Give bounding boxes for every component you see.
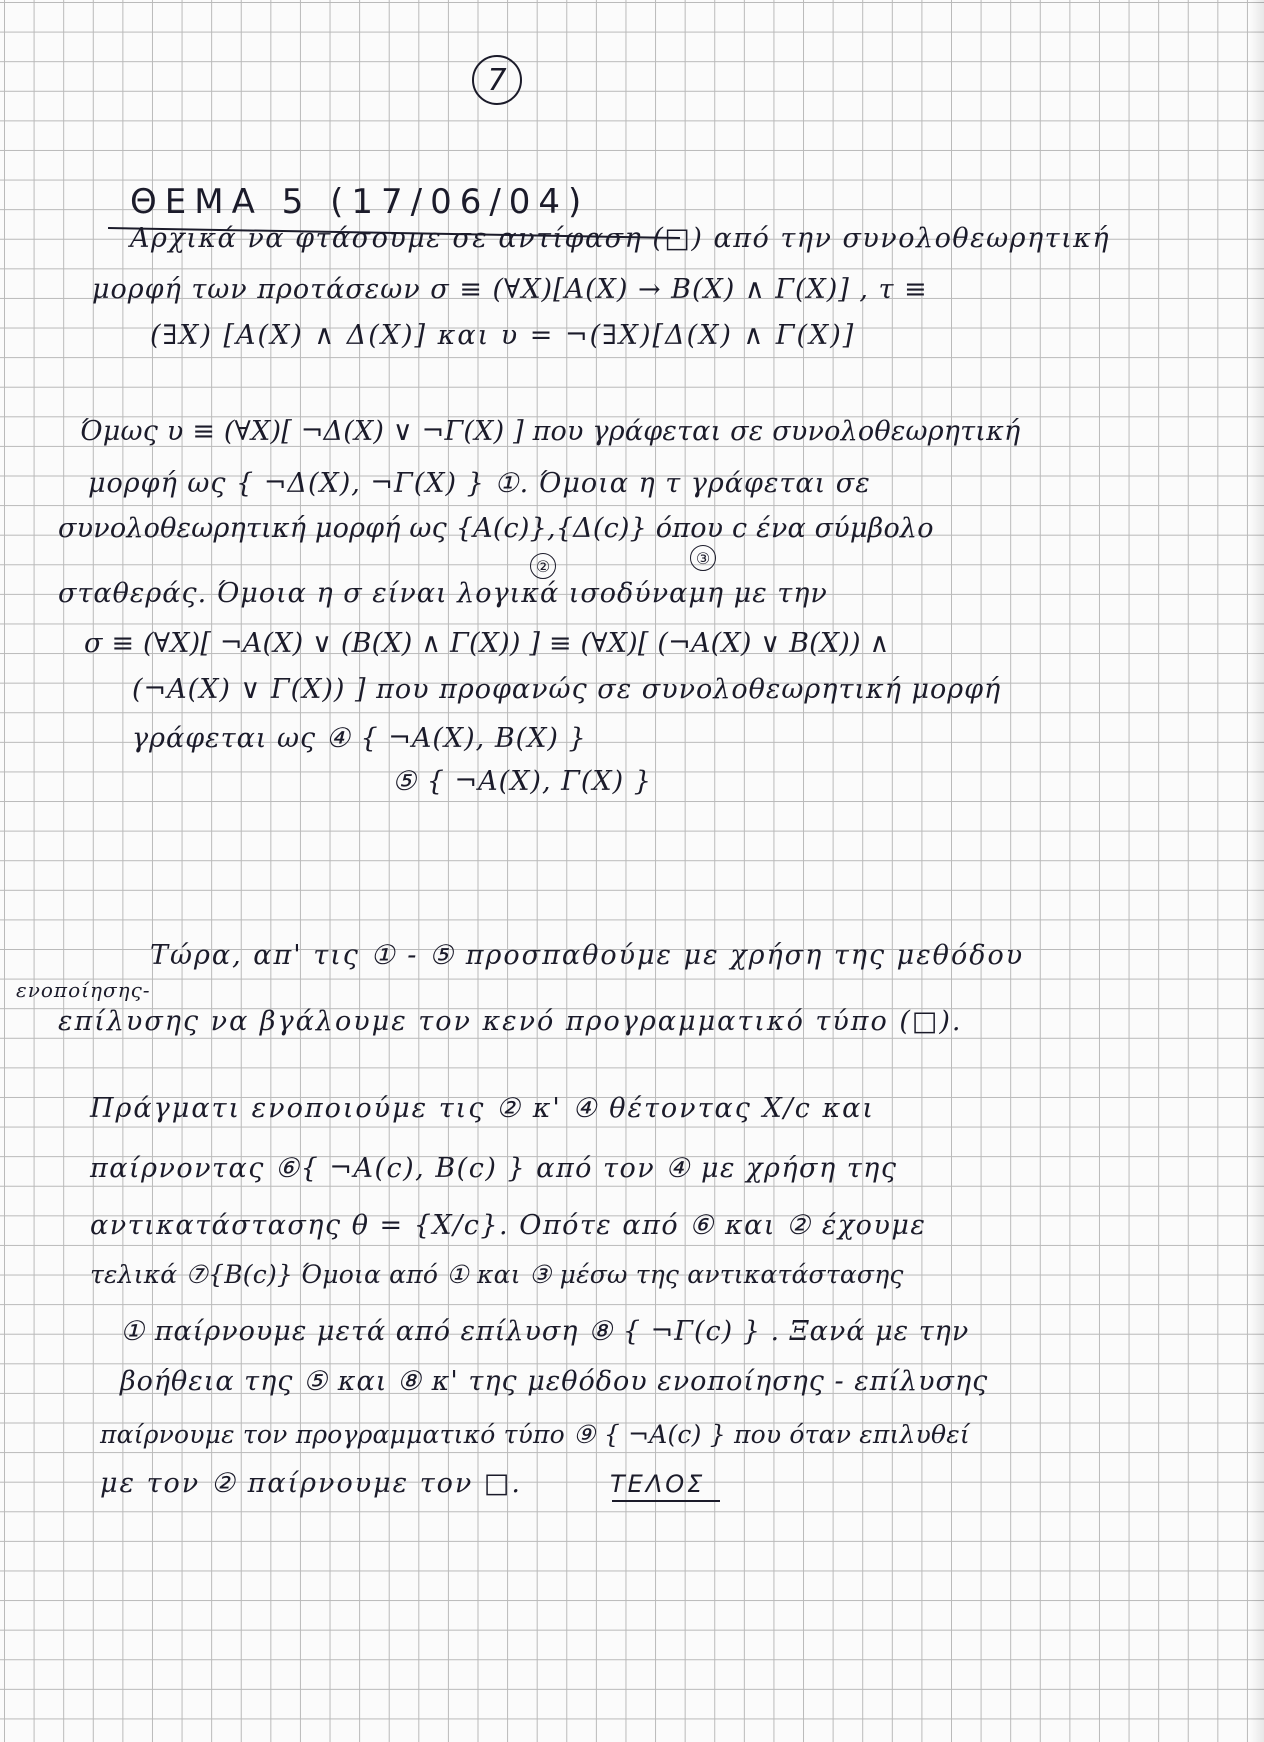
text-line-7: σταθεράς. Όμοια η σ είναι λογικά ισοδύναμη με την — [58, 578, 828, 609]
end-word: ΤΕΛΟΣ — [610, 1470, 706, 1498]
page-number-circle — [472, 55, 522, 105]
text-line-10: γράφεται ως ④ { ¬A(X), B(X) } — [132, 723, 587, 754]
text-line-15: Πράγματι ενοποιούμε τις ② κ' ④ θέτοντας X/c και — [90, 1093, 875, 1124]
text-line-12: Τώρα, απ' τις ① - ⑤ προσπαθούμε με χρήση της μεθόδου — [150, 940, 1025, 971]
text-line-19: ① παίρνουμε μετά από επίλυση ⑧ { ¬Γ(c) } . Ξανά με την — [120, 1316, 970, 1347]
subscript-circle-2: ② — [530, 553, 556, 579]
text-line-11: ⑤ { ¬A(X), Γ(X) } — [392, 766, 652, 797]
text-line-20: βοήθεια της ⑤ και ⑧ κ' της μεθόδου ενοποίησης - επίλυσης — [120, 1366, 989, 1397]
text-line-16: παίρνοντας ⑥{ ¬A(c), B(c) } από τον ④ με χρήση της — [90, 1153, 898, 1184]
text-line-1: Αρχικά να φτάσουμε σε αντίφαση (□) από την συνολοθεωρητική — [130, 223, 1111, 254]
text-line-5: μορφή ως { ¬Δ(X), ¬Γ(X) } ①. Όμοια η τ γράφεται σε — [88, 468, 871, 499]
page-edge-shadow — [1250, 0, 1264, 1742]
text-line-17: αντικατάστασης θ = {X/c}. Οπότε από ⑥ και ② έχουμε — [90, 1210, 927, 1241]
text-line-13: ενοποίησης- — [16, 978, 151, 1002]
text-line-4: Όμως υ ≡ (∀X)[ ¬Δ(X) ∨ ¬Γ(X) ] που γράφεται σε συνολοθεωρητική — [80, 416, 1021, 447]
subscript-circle-3: ③ — [690, 545, 716, 571]
text-line-9: (¬A(X) ∨ Γ(X)) ] που προφανώς σε συνολοθεωρητική μορφή — [132, 674, 1002, 705]
text-line-22: με τον ② παίρνουμε τον □. — [100, 1468, 523, 1499]
text-line-14: επίλυσης να βγάλουμε τον κενό προγραμματικό τύπο (□). — [58, 1006, 963, 1037]
text-line-21: παίρνουμε τον προγραμματικό τύπο ⑨ { ¬A(c) } που όταν επιλυθεί — [100, 1420, 970, 1449]
end-underline — [612, 1500, 720, 1502]
text-line-3: (∃X) [A(X) ∧ Δ(X)] και υ = ¬(∃X)[Δ(X) ∧ Γ(X)] — [150, 320, 856, 351]
text-line-6: συνολοθεωρητική μορφή ως {A(c)},{Δ(c)} όπου c ένα σύμβολο — [58, 513, 934, 544]
page-title: ΘΕΜΑ 5 (17/06/04) — [130, 182, 590, 222]
text-line-18: τελικά ⑦{B(c)} Όμοια από ① και ③ μέσω της αντικατάστασης — [90, 1260, 904, 1289]
text-line-2: μορφή των προτάσεων σ ≡ (∀X)[A(X) → B(X) ∧ Γ(X)] , τ ≡ — [92, 274, 928, 305]
page-number: 7 — [487, 62, 507, 98]
text-line-8: σ ≡ (∀X)[ ¬A(X) ∨ (B(X) ∧ Γ(X)) ] ≡ (∀X)[ (¬A(X) ∨ B(X)) ∧ — [84, 628, 890, 659]
